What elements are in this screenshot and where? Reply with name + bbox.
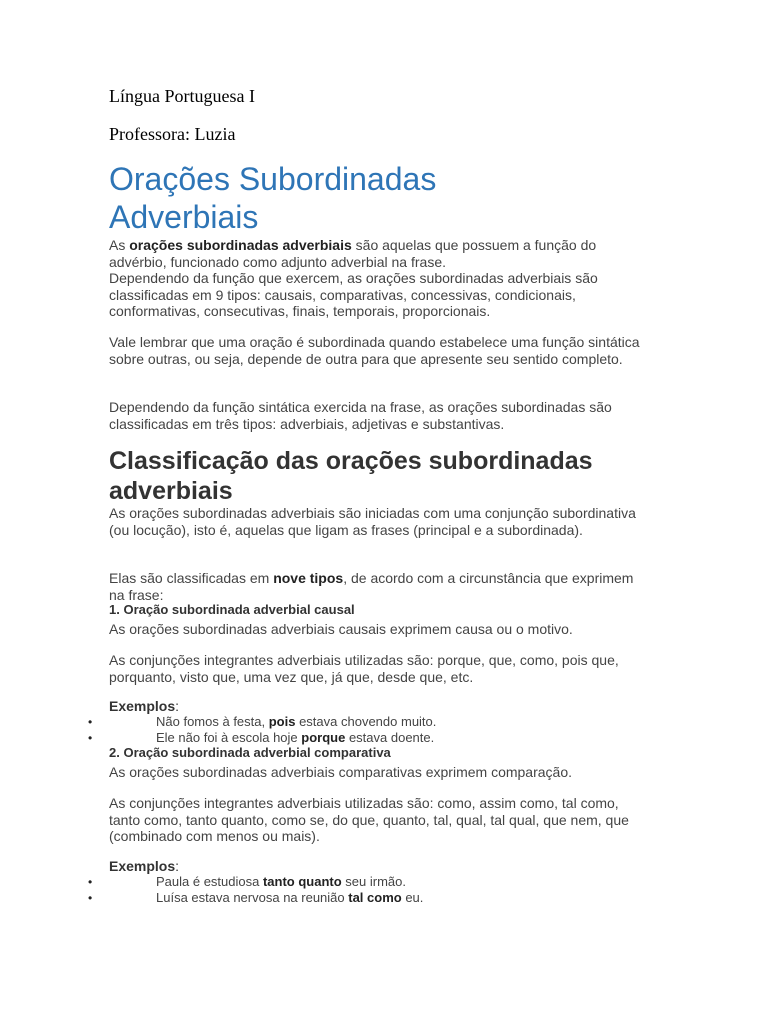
- list-item: • Paula é estudiosa tanto quanto seu irmão.: [88, 874, 406, 889]
- bullet-icon: •: [88, 891, 93, 905]
- causal-examples-list: [0, 714, 640, 746]
- causal-paragraph-1: As orações subordinadas adverbiais causais exprimem causa ou o motivo.: [109, 621, 573, 637]
- classification-heading: Classificação das orações subordinadas adverbiais: [109, 447, 593, 505]
- bullet-icon: •: [88, 875, 93, 889]
- bullet-icon: •: [88, 731, 93, 745]
- list-item: • Ele não foi à escola hoje porque estava doente.: [88, 730, 435, 745]
- teacher-name: Professora: Luzia: [109, 124, 236, 144]
- intro-paragraph-1: As orações subordinadas adverbiais são aquelas que possuem a função do advérbio, funcionado como adjunto adverbial na frase. Dependendo da função que exercem, as orações subordinadas adverbiais são classificadas em 9 tipos: causais, comparativas, concessivas, condicionais, conformativas, consecutivas, finais, temporais, proporcionais.: [109, 237, 598, 319]
- page-title: Orações Subordinadas Adverbiais: [109, 161, 437, 235]
- comparative-paragraph-2: As conjunções integrantes adverbiais utilizadas são: como, assim como, tal como, tanto como, tanto quanto, como se, do que, quanto, tal, qual, tal qual, que nem, que (combinado com menos ou mais).: [109, 795, 629, 844]
- list-item: • Luísa estava nervosa na reunião tal como eu.: [88, 890, 424, 905]
- comparative-examples-list: [0, 874, 640, 906]
- course-name: Língua Portuguesa I: [109, 86, 255, 106]
- intro-paragraph-3: Dependendo da função sintática exercida na frase, as orações subordinadas são classificadas em três tipos: adverbiais, adjetivas e substantivas.: [109, 399, 612, 432]
- classification-paragraph-2: Elas são classificadas em nove tipos, de acordo com a circunstância que exprimem na frase:: [109, 570, 634, 603]
- comparative-examples-label: Exemplos:: [109, 858, 180, 874]
- intro-bold-term: orações subordinadas adverbiais: [129, 237, 352, 253]
- causal-examples-label: Exemplos:: [109, 698, 180, 714]
- comparative-paragraph-1: As orações subordinadas adverbiais comparativas exprimem comparação.: [109, 764, 572, 780]
- classification-paragraph-1: As orações subordinadas adverbiais são iniciadas com uma conjunção subordinativa (ou locução), isto é, aquelas que ligam as frases (principal e a subordinada).: [109, 505, 636, 538]
- causal-paragraph-2: As conjunções integrantes adverbiais utilizadas são: porque, que, como, pois que, porquanto, visto que, uma vez que, já que, desde que, etc.: [109, 652, 619, 685]
- nine-types-bold: nove tipos: [273, 570, 344, 586]
- causal-heading: 1. Oração subordinada adverbial causal: [109, 602, 355, 617]
- intro-paragraph-2: Vale lembrar que uma oração é subordinada quando estabelece uma função sintática sobre outras, ou seja, depende de outra para que apresente seu sentido completo.: [109, 334, 640, 367]
- list-item: • Não fomos à festa, pois estava chovendo muito.: [88, 714, 437, 729]
- comparative-heading: 2. Oração subordinada adverbial comparativa: [109, 745, 391, 760]
- bullet-icon: •: [88, 715, 93, 729]
